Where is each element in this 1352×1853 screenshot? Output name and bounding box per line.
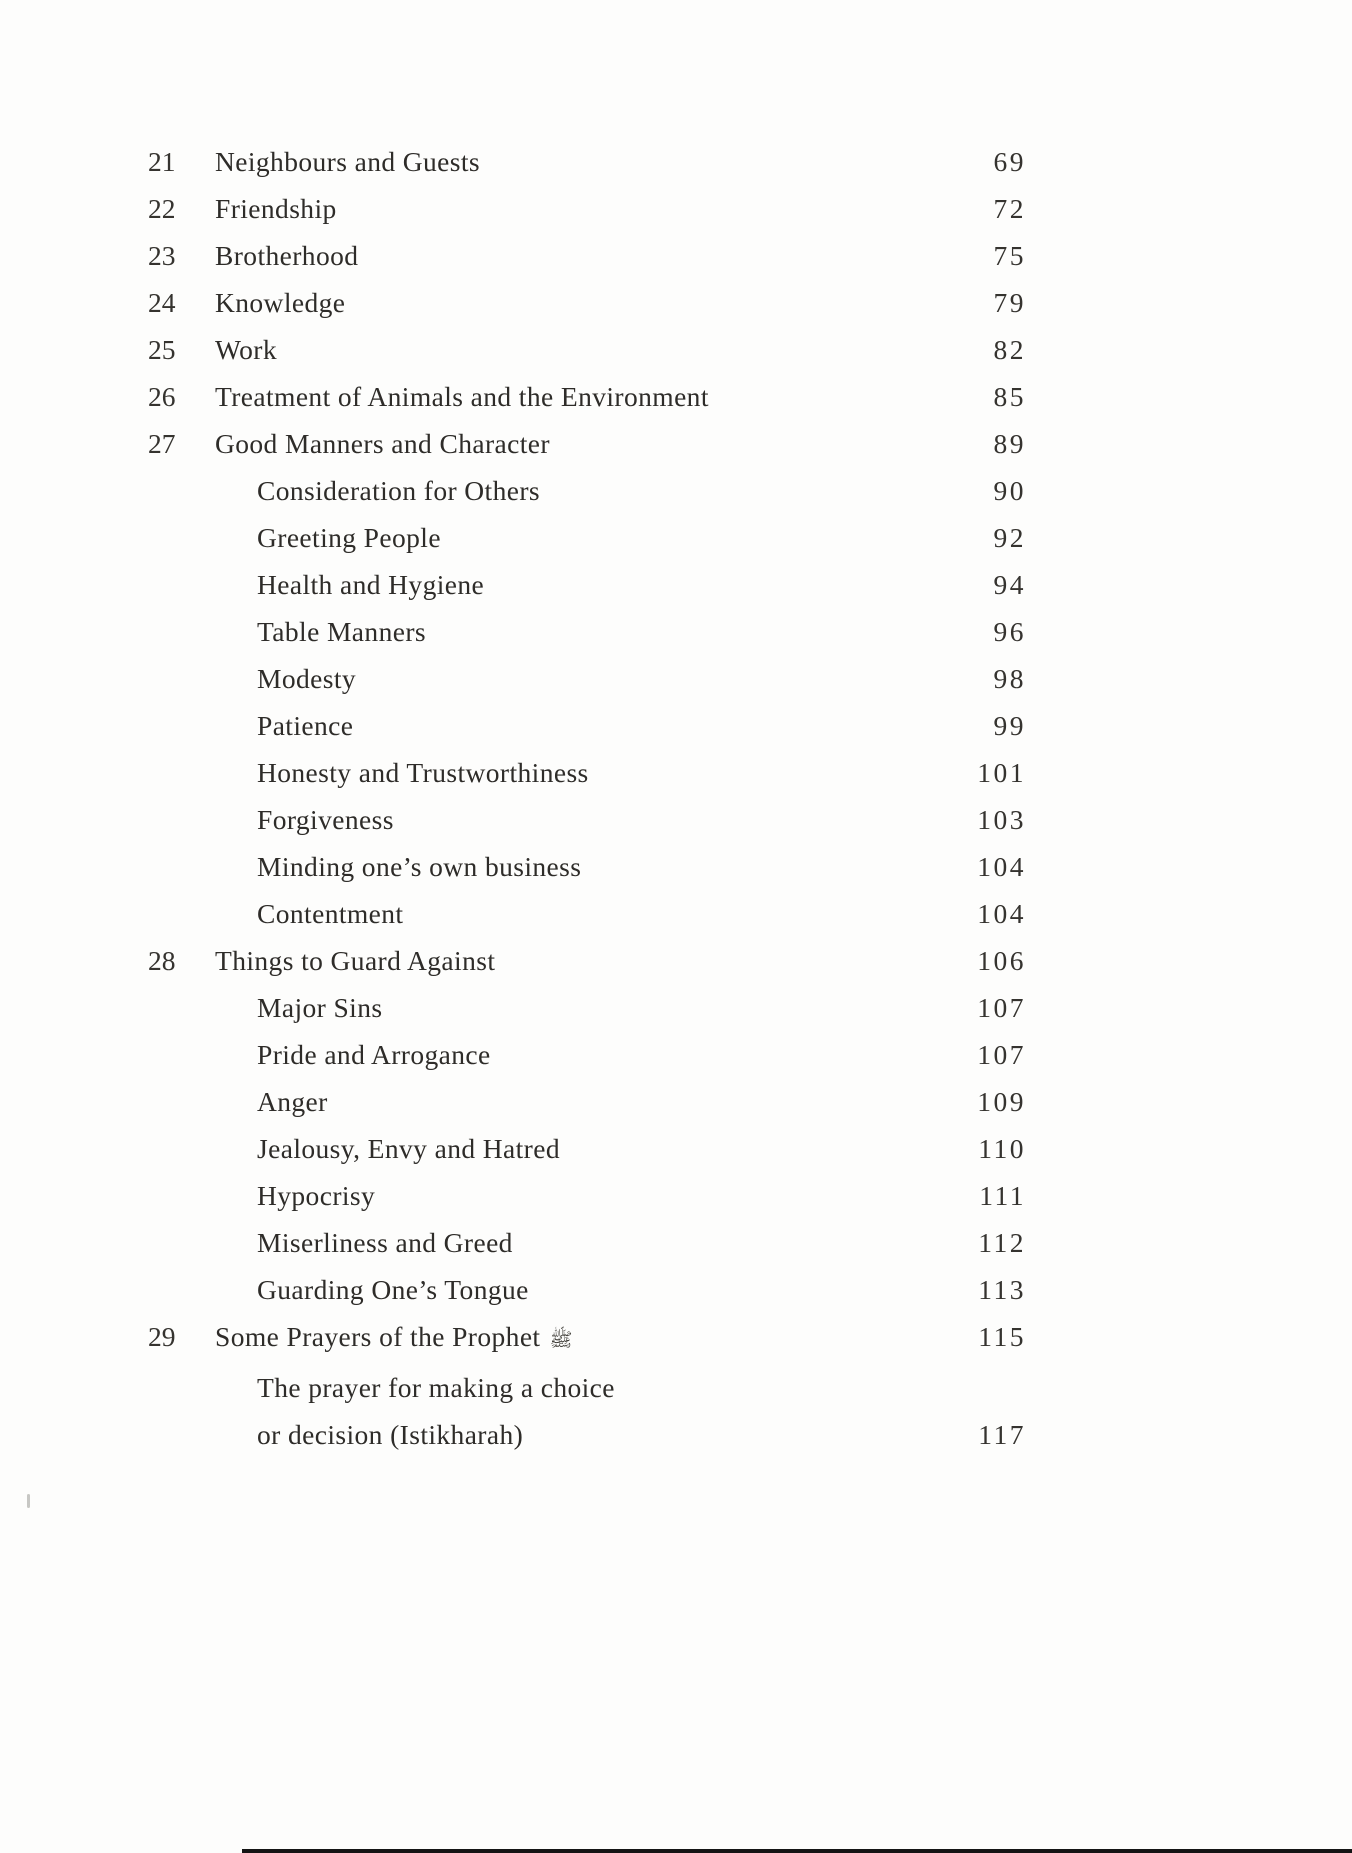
toc-row <box>148 702 1026 749</box>
entry-title: Contentment <box>257 898 404 929</box>
page-number: 92 <box>993 522 1026 553</box>
chapter-number: 24 <box>148 287 176 318</box>
toc-row <box>148 608 1026 655</box>
page-number: 96 <box>993 616 1026 647</box>
toc-row <box>148 1219 1026 1266</box>
entry-title: Pride and Arrogance <box>257 1039 491 1070</box>
page-number: 104 <box>977 851 1026 882</box>
toc-row <box>148 1411 1026 1458</box>
entry-title: Hypocrisy <box>257 1180 376 1211</box>
page-number: 107 <box>977 1039 1026 1070</box>
toc-row <box>148 655 1026 702</box>
entry-title: Consideration for Others <box>257 475 541 506</box>
page-number: 72 <box>993 193 1026 224</box>
entry-title: Things to Guard Against <box>215 945 496 976</box>
entry-title: or decision (Istikharah) <box>257 1419 524 1450</box>
toc-row <box>148 1078 1026 1125</box>
page-number: 112 <box>978 1227 1026 1258</box>
toc-row <box>148 796 1026 843</box>
toc-row <box>148 749 1026 796</box>
entry-title: Table Manners <box>257 616 426 647</box>
entry-title: Miserliness and Greed <box>257 1227 513 1258</box>
toc-row <box>148 1313 1026 1364</box>
page-number: 106 <box>977 945 1026 976</box>
page-number: 94 <box>993 569 1026 600</box>
page-number: 98 <box>993 663 1026 694</box>
page-number: 107 <box>977 992 1026 1023</box>
page-number: 113 <box>978 1274 1026 1305</box>
page-number: 85 <box>993 381 1026 412</box>
entry-title: Forgiveness <box>257 804 394 835</box>
scan-edge-line <box>242 1849 1352 1853</box>
page-number: 104 <box>977 898 1026 929</box>
toc-row <box>148 1172 1026 1219</box>
page-number: 101 <box>977 757 1026 788</box>
toc-row <box>148 1031 1026 1078</box>
toc-row <box>148 138 1026 185</box>
page-number: 115 <box>978 1321 1026 1352</box>
entry-title: Some Prayers of the Prophet ﷺ <box>215 1321 573 1352</box>
toc-row <box>148 326 1026 373</box>
chapter-number: 28 <box>148 945 176 976</box>
page-number: 90 <box>993 475 1026 506</box>
page-number: 117 <box>978 1419 1026 1450</box>
entry-title: Treatment of Animals and the Environment <box>215 381 709 412</box>
page-number: 82 <box>993 334 1026 365</box>
entry-title: Honesty and Trustworthiness <box>257 757 589 788</box>
page-number: 99 <box>993 710 1026 741</box>
toc-row <box>148 514 1026 561</box>
chapter-number: 29 <box>148 1321 176 1352</box>
entry-title: Knowledge <box>215 287 346 318</box>
toc-row <box>148 232 1026 279</box>
prophet-honorific-icon: ﷺ <box>549 1330 573 1351</box>
toc-row <box>148 373 1026 420</box>
entry-title: Work <box>215 334 278 365</box>
toc-row <box>148 937 1026 984</box>
entry-title: Health and Hygiene <box>257 569 485 600</box>
page-number: 79 <box>993 287 1026 318</box>
entry-title: The prayer for making a choice <box>257 1372 615 1403</box>
toc-list <box>148 138 1026 1458</box>
entry-title: Greeting People <box>257 522 441 553</box>
chapter-number: 26 <box>148 381 176 412</box>
entry-title: Neighbours and Guests <box>215 146 481 177</box>
entry-title: Patience <box>257 710 354 741</box>
toc-row <box>148 1364 1026 1411</box>
entry-title: Friendship <box>215 193 337 224</box>
toc-row <box>148 1266 1026 1313</box>
toc-row <box>148 467 1026 514</box>
entry-title: Minding one’s own business <box>257 851 582 882</box>
entry-title: Good Manners and Character <box>215 428 550 459</box>
page-number: 110 <box>978 1133 1026 1164</box>
toc-row <box>148 185 1026 232</box>
toc-row <box>148 1125 1026 1172</box>
toc-row <box>148 420 1026 467</box>
page-number: 103 <box>977 804 1026 835</box>
entry-title: Guarding One’s Tongue <box>257 1274 529 1305</box>
toc-row <box>148 843 1026 890</box>
page-number: 109 <box>977 1086 1026 1117</box>
chapter-number: 22 <box>148 193 176 224</box>
entry-title: Anger <box>257 1086 328 1117</box>
page-number: 75 <box>993 240 1026 271</box>
entry-title: Modesty <box>257 663 357 694</box>
page-number: 111 <box>979 1180 1026 1211</box>
scan-artifact-mark <box>27 1494 30 1508</box>
toc-row <box>148 279 1026 326</box>
toc-row <box>148 561 1026 608</box>
chapter-number: 25 <box>148 334 176 365</box>
page-number: 69 <box>993 146 1026 177</box>
entry-title: Jealousy, Envy and Hatred <box>257 1133 560 1164</box>
entry-title: Brotherhood <box>215 240 359 271</box>
entry-title: Major Sins <box>257 992 383 1023</box>
page-number: 89 <box>993 428 1026 459</box>
chapter-number: 21 <box>148 146 176 177</box>
toc-row <box>148 984 1026 1031</box>
chapter-number: 23 <box>148 240 176 271</box>
toc-row <box>148 890 1026 937</box>
chapter-number: 27 <box>148 428 176 459</box>
